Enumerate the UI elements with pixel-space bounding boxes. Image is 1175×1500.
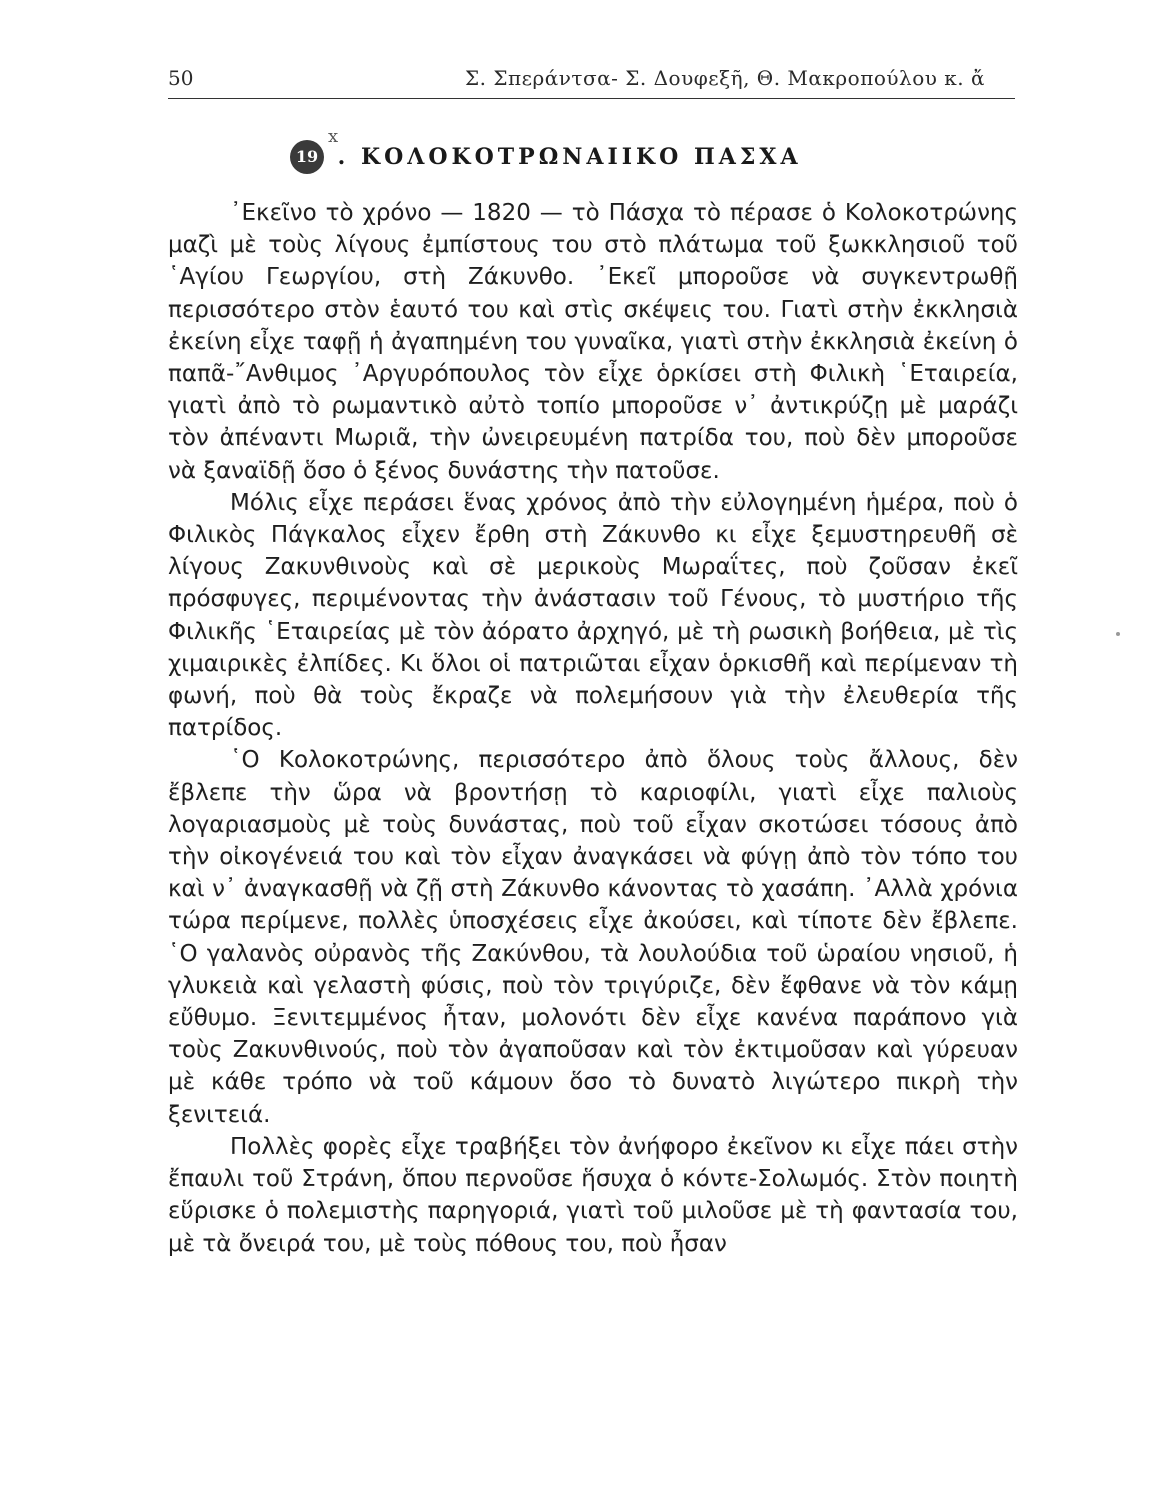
paragraph-2: Μόλις εἶχε περάσει ἕνας χρόνος ἀπὸ τὴν εὐλογημένη ἡμέρα, ποὺ ὁ Φιλικὸς Πάγκαλος εἶχεν ἔρθη στὴ Ζάκυνθο κι εἶχε ξεμυστηρευθῆ σὲ λίγους Ζακυνθινοὺς καὶ σὲ μερικοὺς Μωραΐτες, ποὺ ζοῦσαν ἐκεῖ πρόσφυγες, περιμένοντας τὴν ἀνάστασιν τοῦ Γένους, τὸ μυστήριο τῆς Φιλικῆς ῾Εταιρείας μὲ τὸν ἀόρατο ἀρχηγό, μὲ τὴ ρωσικὴ βοήθεια, μὲ τὶς χιμαιρικὲς ἐλπίδες. Κι ὅλοι οἱ πατριῶται εἶχαν ὁρκισθῆ καὶ περίμεναν τὴ φωνή, ποὺ θὰ τοὺς ἔκραζε νὰ πολεμήσουν γιὰ τὴν ἐλευθερία τῆς πατρίδος. bbox=[168, 489, 1018, 742]
handwritten-mark-icon: x bbox=[328, 126, 339, 147]
chapter-number-badge: 19 bbox=[290, 140, 324, 174]
chapter-heading bbox=[290, 126, 910, 180]
page-number: 50 bbox=[168, 66, 194, 90]
margin-smudge bbox=[1116, 632, 1120, 636]
paragraph-1: ᾿Εκεῖνο τὸ χρόνο — 1820 — τὸ Πάσχα τὸ πέρασε ὁ Κολοκοτρώνης μαζὶ μὲ τοὺς λίγους ἐμπίστους του στὸ πλάτωμα τοῦ ξωκκλησιοῦ τοῦ ῾Αγίου Γεωργίου, στὴ Ζάκυνθο. ᾿Εκεῖ μποροῦσε νὰ συγκεντρωθῇ περισσότερο στὸν ἑαυτό του καὶ στὶς σκέψεις του. Γιατὶ στὴν ἐκκλησιὰ ἐκείνη εἶχε ταφῇ ἡ ἀγαπημένη του γυναῖκα, γιατὶ στὴν ἐκκλησιὰ ἐκείνη ὁ παπᾶ-῎Ανθιμος ᾿Αργυρόπουλος τὸν εἶχε ὁρκίσει στὴ Φιλικὴ ῾Εταιρεία, γιατὶ ἀπὸ τὸ ρωμαντικὸ αὐτὸ τοπίο μποροῦσε ν᾿ ἀντικρύζῃ μὲ μαράζι τὸν ἀπέναντι Μωριᾶ, τὴν ὠνειρευμένη πατρίδα του, ποὺ δὲν μποροῦσε νὰ ξαναϊδῇ ὅσο ὁ ξένος δυνάστης τὴν πατοῦσε. bbox=[168, 200, 1018, 484]
running-head: Σ. Σπεράντσα- Σ. Δουφεξῆ, Θ. Μακροπούλου κ. ἄ bbox=[464, 66, 985, 90]
page-header bbox=[168, 62, 1015, 99]
chapter-title: . ΚΟΛΟΚΟΤΡΩΝΑΙΙΚΟ ΠΑΣΧΑ bbox=[337, 144, 802, 170]
paragraph-4: Πολλὲς φορὲς εἶχε τραβήξει τὸν ἀνήφορο ἐκεῖνον κι εἶχε πάει στὴν ἔπαυλι τοῦ Στράνη, ὅπου περνοῦσε ἥσυχα ὁ κόντε-Σολωμός. Στὸν ποιητὴ εὕρισκε ὁ πολεμιστὴς παρηγοριά, γιατὶ τοῦ μιλοῦσε μὲ τὴ φαντασία του, μὲ τὰ ὄνειρά του, μὲ τοὺς πόθους του, ποὺ ἦσαν bbox=[168, 1133, 1018, 1257]
body-text bbox=[168, 197, 1018, 1260]
paragraph-3: ῾Ο Κολοκοτρώνης, περισσότερο ἀπὸ ὅλους τοὺς ἄλλους, δὲν ἔβλεπε τὴν ὥρα νὰ βροντήσῃ τὸ καριοφίλι, γιατὶ εἶχε παλιοὺς λογαριασμοὺς μὲ τοὺς δυνάστας, ποὺ τοῦ εἶχαν σκοτώσει τόσους ἀπὸ τὴν οἰκογένειά του καὶ τὸν εἶχαν ἀναγκάσει νὰ φύγῃ ἀπὸ τὸν τόπο του καὶ ν᾿ ἀναγκασθῇ νὰ ζῇ στὴ Ζάκυνθο κάνοντας τὸ χασάπη. ᾿Αλλὰ χρόνια τώρα περίμενε, πολλὲς ὑποσχέσεις εἶχε ἀκούσει, καὶ τίποτε δὲν ἔβλεπε. ῾Ο γαλανὸς οὐρανὸς τῆς Ζακύνθου, τὰ λουλούδια τοῦ ὡραίου νησιοῦ, ἡ γλυκειὰ καὶ γελαστὴ φύσις, ποὺ τὸν τριγύριζε, δὲν ἔφθανε νὰ τὸν κάμῃ εὔθυμο. Ξενιτεμμένος ἦταν, μολονότι δὲν εἶχε κανένα παράπονο γιὰ τοὺς Ζακυνθινούς, ποὺ τὸν ἀγαποῦσαν καὶ τὸν ἐκτιμοῦσαν καὶ γύρευαν μὲ κάθε τρόπο νὰ τοῦ κάμουν ὅσο τὸ δυνατὸ λιγώτερο πικρὴ τὴν ξενιτειά. bbox=[168, 747, 1018, 1128]
